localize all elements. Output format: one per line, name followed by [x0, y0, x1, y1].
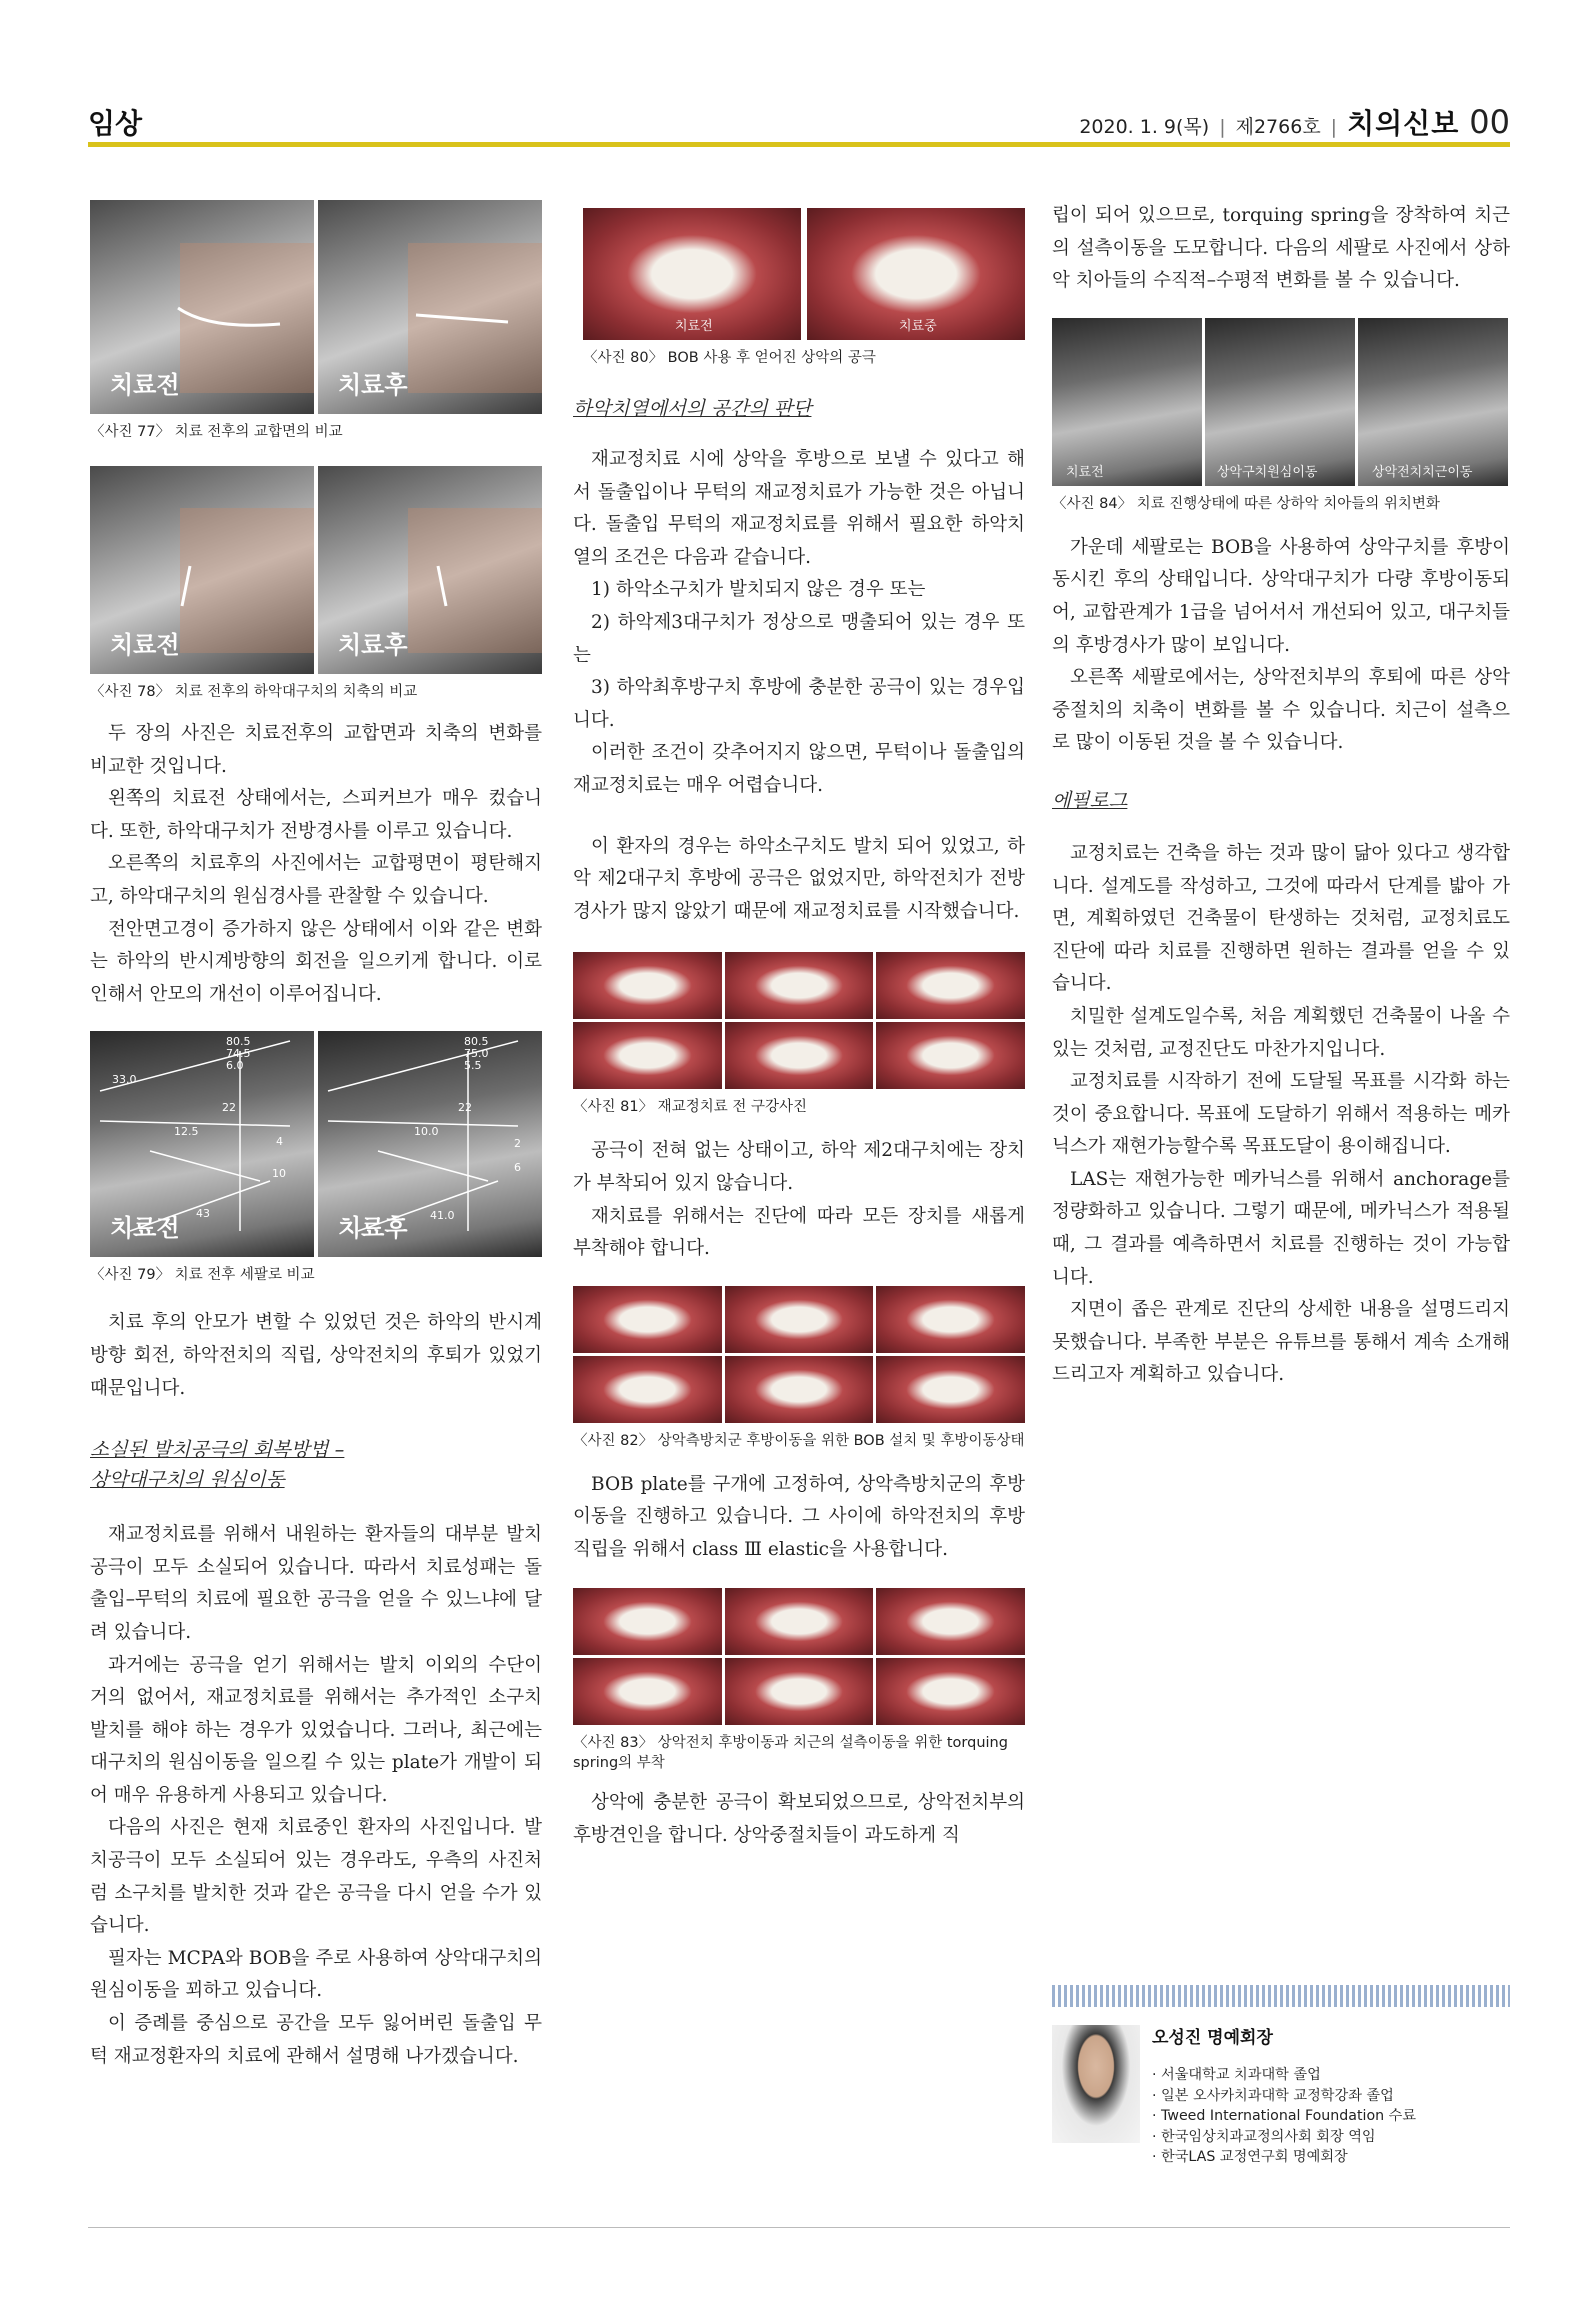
upper-arch-before-image	[583, 208, 801, 340]
paragraph: 치밀한 설계도일수록, 처음 계획했던 건축물이 나올 수 있는 것처럼, 교정진단도 마찬가지입니다.	[1052, 1005, 1510, 1060]
ceph-value: 6	[514, 1161, 521, 1175]
intraoral-photo	[573, 1588, 722, 1655]
ceph-value: 10.0	[414, 1125, 439, 1139]
column-3	[1052, 200, 1510, 1392]
heading-line: 소실된 발치공극의 회복방법 –	[90, 1438, 345, 1462]
ceph-before-image	[90, 1031, 314, 1257]
stage-label: 치료전	[1066, 464, 1104, 480]
paragraph: 재교정치료 시에 상악을 후방으로 보낼 수 있다고 해서 돌출입이나 무턱의 재교정치료가 가능한 것은 아닙니다. 돌출입 무턱의 재교정치료를 위해서 필요한 하악치열의 조건은 다음과 같습니다.	[573, 449, 1025, 568]
author-bio-item: · 일본 오사카치과대학 교정학강좌 졸업	[1152, 2087, 1394, 2104]
paragraph: 오른쪽의 치료후의 사진에서는 교합평면이 평탄해지고, 하악대구치의 원심경사를 관찰할 수 있습니다.	[90, 853, 542, 907]
photo-84-caption: 〈사진 84〉 치료 진행상태에 따른 상하악 치아들의 위치변화	[1052, 495, 1440, 512]
author-bio-list	[1152, 2065, 1416, 2168]
paragraph: 1) 하악소구치가 발치되지 않은 경우 또는	[591, 579, 926, 601]
intraoral-photo	[725, 1022, 874, 1089]
intraoral-photo	[573, 1286, 722, 1353]
intraoral-photo	[876, 1588, 1025, 1655]
page-number: 00	[1469, 103, 1510, 141]
heading-line: 상악대구치의 원심이동	[90, 1468, 285, 1492]
photo-77	[90, 200, 542, 414]
author-bio-item: · 한국임상치과교정의사회 회장 역임	[1152, 2128, 1376, 2145]
upper-arch-during-image	[807, 208, 1025, 340]
paragraph: 오른쪽 세팔로에서는, 상악전치부의 후퇴에 따른 상악중절치의 치축이 변화를 볼 수 있습니다. 치근이 설측으로 많이 이동된 것을 볼 수 있습니다.	[1052, 667, 1510, 754]
intraoral-photo	[573, 1658, 722, 1725]
section-heading	[90, 1435, 542, 1495]
author-bio-item: · 서울대학교 치과대학 졸업	[1152, 2067, 1321, 2083]
paragraph: 이 증례를 중심으로 공간을 모두 잃어버린 돌출입 무턱 재교정환자의 치료에 관해서 설명해 나가겠습니다.	[90, 2013, 542, 2067]
intraoral-photo	[573, 1022, 722, 1089]
column-1	[90, 200, 542, 2073]
ceph-value: 22	[222, 1101, 236, 1115]
ceph-stage-1-image	[1052, 318, 1202, 486]
ceph-value: 41.0	[430, 1209, 455, 1223]
during-label: 치료중	[899, 319, 937, 334]
paragraph: 과거에는 공극을 얻기 위해서는 발치 이외의 수단이 거의 없어서, 재교정치료를 위해서는 추가적인 소구치 발치를 해야 하는 경우가 있었습니다. 그러나, 최근에는 대구치의 원심이동을 일으킬 수 있는 plate가 개발이 되어 매우 유용하게 사용되고 있습니다.	[90, 1654, 542, 1806]
paragraph: 이러한 조건이 갖추어지지 않으면, 무턱이나 돌출입의 재교정치료는 매우 어렵습니다.	[573, 742, 1025, 796]
photo-77-caption: 〈사진 77〉 치료 전후의 교합면의 비교	[90, 424, 343, 440]
photo-79-caption: 〈사진 79〉 치료 전후 세팔로 비교	[90, 1267, 315, 1284]
paragraph: 2) 하악제3대구치가 정상으로 맹출되어 있는 경우 또는	[573, 611, 1025, 666]
paragraph: BOB plate를 구개에 고정하여, 상악측방치군의 후방이동을 진행하고 있습니다. 그 사이에 하악전치의 후방직립을 위해서 class Ⅲ elastic을 사용합니다.	[573, 1473, 1025, 1560]
ceph-value: 6.0	[226, 1059, 244, 1073]
column-2	[573, 208, 1025, 1853]
ceph-value: 75.0	[464, 1047, 489, 1061]
paragraph: 3) 하악최후방구치 후방에 충분한 공극이 있는 경우입니다.	[573, 677, 1025, 731]
paragraph: LAS는 재현가능한 메카닉스를 위해서 anchorage를 정량화하고 있습니다. 그렇기 때문에, 메카닉스가 적용될 때, 그 결과를 예측하면서 치료를 진행하는 것이 가능합니다.	[1052, 1168, 1510, 1288]
issue-number: 제2766호	[1235, 116, 1321, 138]
after-label: 치료후	[338, 371, 408, 399]
section-heading: 에필로그	[1052, 788, 1128, 812]
before-label: 치료전	[110, 631, 180, 659]
paragraph: 교정치료를 시작하기 전에 도달될 목표를 시각화 하는 것이 중요합니다. 목표에 도달하기 위해서 적용하는 메카닉스가 재현가능할수록 목표도달이 용이해집니다.	[1052, 1071, 1510, 1158]
intraoral-photo	[876, 952, 1025, 1019]
body-text	[90, 1307, 542, 1405]
author-bio-item: · Tweed International Foundation 수료	[1152, 2108, 1417, 2124]
paragraph: 재교정치료를 위해서 내원하는 환자들의 대부분 발치공극이 모두 소실되어 있습니다. 따라서 치료성패는 돌출입–무턱의 치료에 필요한 공극을 얻을 수 있느냐에 달려 있습니다.	[90, 1524, 542, 1643]
page-header	[88, 96, 1510, 144]
intraoral-photo	[876, 1022, 1025, 1089]
photo-78-caption: 〈사진 78〉 치료 전후의 하악대구치의 치축의 비교	[90, 684, 418, 700]
before-label: 치료전	[110, 1214, 180, 1243]
body-text	[90, 1519, 542, 2073]
paragraph: 가운데 세팔로는 BOB을 사용하여 상악구치를 후방이동시킨 후의 상태입니다. 상악대구치가 다량 후방이동되어, 교합관계가 1급을 넘어서서 개선되어 있고, 대구치들의 후방경사가 많이 보입니다.	[1052, 536, 1510, 656]
before-label: 치료전	[110, 371, 180, 399]
intraoral-photo	[725, 1658, 874, 1725]
body-text	[573, 1135, 1025, 1265]
author-name: 오성진 명예회장	[1152, 2028, 1273, 2048]
paragraph: 교정치료는 건축을 하는 것과 많이 닮아 있다고 생각합니다. 설계도를 작성하고, 그것에 따라서 단계를 밟아 가면, 계획하였던 건축물이 탄생하는 것처럼, 교정치료도 진단에 따라 치료를 진행하면 원하는 결과를 얻을 수 있습니다.	[1052, 842, 1510, 995]
author-box	[1052, 1985, 1510, 2165]
intraoral-photo	[573, 1356, 722, 1423]
intraoral-photo	[876, 1356, 1025, 1423]
intraoral-photo	[725, 952, 874, 1019]
intraoral-photo	[725, 1356, 874, 1423]
intraoral-photo	[876, 1658, 1025, 1725]
ceph-value: 74.5	[226, 1047, 251, 1061]
ceph-value: 5.5	[464, 1059, 482, 1073]
ceph-value: 4	[276, 1135, 283, 1149]
photo-83-caption: 〈사진 83〉 상악전치 후방이동과 치근의 설측이동을 위한 torquing spring의 부착	[573, 1735, 1008, 1772]
paragraph: 두 장의 사진은 치료전후의 교합면과 치축의 변화를 비교한 것입니다.	[90, 723, 542, 777]
intraoral-photo	[876, 1286, 1025, 1353]
ceph-value: 43	[196, 1207, 210, 1221]
ceph-value: 80.5	[464, 1035, 489, 1049]
paragraph: 전안면고경이 증가하지 않은 상태에서 이와 같은 변화는 하악의 반시계방향의 회전을 일으키게 합니다. 이로 인해서 안모의 개선이 이루어집니다.	[90, 918, 542, 1005]
photo-83-grid	[573, 1588, 1025, 1725]
publication-name: 치의신보	[1347, 107, 1460, 140]
issue-date: 2020. 1. 9(목)	[1079, 116, 1210, 138]
intraoral-photo	[573, 952, 722, 1019]
ceph-value: 22	[458, 1101, 472, 1115]
ceph-stage-2-image	[1205, 318, 1355, 486]
photo-82-caption: 〈사진 82〉 상악측방치군 후방이동을 위한 BOB 설치 및 후방이동상태	[573, 1432, 1025, 1449]
ceph-value: 10	[272, 1167, 286, 1181]
paragraph: 공극이 전혀 없는 상태이고, 하악 제2대구치에는 장치가 부착되어 있지 않습니다.	[573, 1140, 1025, 1194]
photo-82-grid	[573, 1286, 1025, 1423]
ceph-after-image	[318, 1031, 542, 1257]
body-text	[1052, 532, 1510, 760]
photo-80-caption: 〈사진 80〉 BOB 사용 후 얻어진 상악의 공극	[583, 350, 876, 366]
body-text	[1052, 838, 1510, 1392]
intraoral-photo	[725, 1588, 874, 1655]
photo-80	[583, 208, 1025, 340]
photo-79	[90, 1031, 542, 1257]
ceph-value: 80.5	[226, 1035, 251, 1049]
xray-before-image	[90, 466, 314, 674]
paragraph: 필자는 MCPA와 BOB을 주로 사용하여 상악대구치의 원심이동을 꾀하고 있습니다.	[90, 1947, 542, 2002]
separator: |	[1330, 116, 1338, 138]
body-text	[573, 831, 1025, 929]
ceph-value: 2	[514, 1137, 521, 1151]
ceph-value: 12.5	[174, 1125, 199, 1139]
paragraph: 재치료를 위해서는 진단에 따라 모든 장치를 새롭게 부착해야 합니다.	[573, 1205, 1025, 1260]
xray-after-image	[318, 200, 542, 414]
xray-before-image	[90, 200, 314, 414]
section-heading: 하악치열에서의 공간의 판단	[573, 397, 812, 420]
photo-81-grid	[573, 952, 1025, 1089]
intraoral-photo	[725, 1286, 874, 1353]
body-text	[1052, 200, 1510, 298]
body-text	[573, 1469, 1025, 1567]
author-photo	[1052, 2025, 1140, 2143]
separator: |	[1219, 116, 1226, 138]
photo-78	[90, 466, 542, 674]
section-label: 임상	[88, 107, 143, 140]
paragraph: 지면이 좁은 관계로 진단의 상세한 내용을 설명드리지 못했습니다. 부족한 부분은 유튜브를 통해서 계속 소개해 드리고자 계획하고 있습니다.	[1052, 1299, 1510, 1386]
masthead	[1079, 102, 1510, 142]
paragraph: 치료 후의 안모가 변할 수 있었던 것은 하악의 반시계방향 회전, 하악전치의 직립, 상악전치의 후퇴가 있었기 때문입니다.	[90, 1312, 542, 1399]
author-divider-bar	[1052, 1985, 1510, 2007]
paragraph: 이 환자의 경우는 하악소구치도 발치 되어 있었고, 하악 제2대구치 후방에 공극은 없었지만, 하악전치가 전방경사가 많지 않았기 때문에 재교정치료를 시작했습니다.	[573, 835, 1025, 922]
stage-label: 상악구치원심이동	[1217, 464, 1318, 480]
paragraph: 상악에 충분한 공극이 확보되었으므로, 상악전치부의 후방견인을 합니다. 상악중절치들이 과도하게 직	[573, 1792, 1025, 1847]
before-label: 치료전	[675, 319, 713, 334]
header-rule	[88, 142, 1510, 147]
after-label: 치료후	[338, 631, 408, 659]
photo-81-caption: 〈사진 81〉 재교정치료 전 구강사진	[573, 1099, 807, 1116]
photo-84	[1052, 318, 1510, 486]
paragraph: 다음의 사진은 현재 치료중인 환자의 사진입니다. 발치공극이 모두 소실되어 있는 경우라도, 우측의 사진처럼 소구치를 발치한 것과 같은 공극을 다시 얻을 수가 있습니다.	[90, 1817, 542, 1937]
ceph-value: 33.0	[112, 1073, 137, 1087]
xray-after-image	[318, 466, 542, 674]
body-text	[573, 1787, 1025, 1852]
footer-rule	[88, 2227, 1510, 2228]
author-bio-item: · 한국LAS 교정연구회 명예회장	[1152, 2149, 1348, 2165]
stage-label: 상악전치치근이동	[1372, 464, 1473, 480]
after-label: 치료후	[338, 1214, 408, 1243]
ceph-stage-3-image	[1358, 318, 1508, 486]
paragraph: 립이 되어 있으므로, torquing spring을 장착하여 치근의 설측이동을 도모합니다. 다음의 세팔로 사진에서 상하악 치아들의 수직적–수평적 변화를 볼 수 있습니다.	[1052, 205, 1510, 292]
body-text	[90, 718, 542, 1011]
body-text	[573, 444, 1025, 803]
paragraph: 왼쪽의 치료전 상태에서는, 스피커브가 매우 컸습니다. 또한, 하악대구치가 전방경사를 이루고 있습니다.	[90, 788, 542, 842]
